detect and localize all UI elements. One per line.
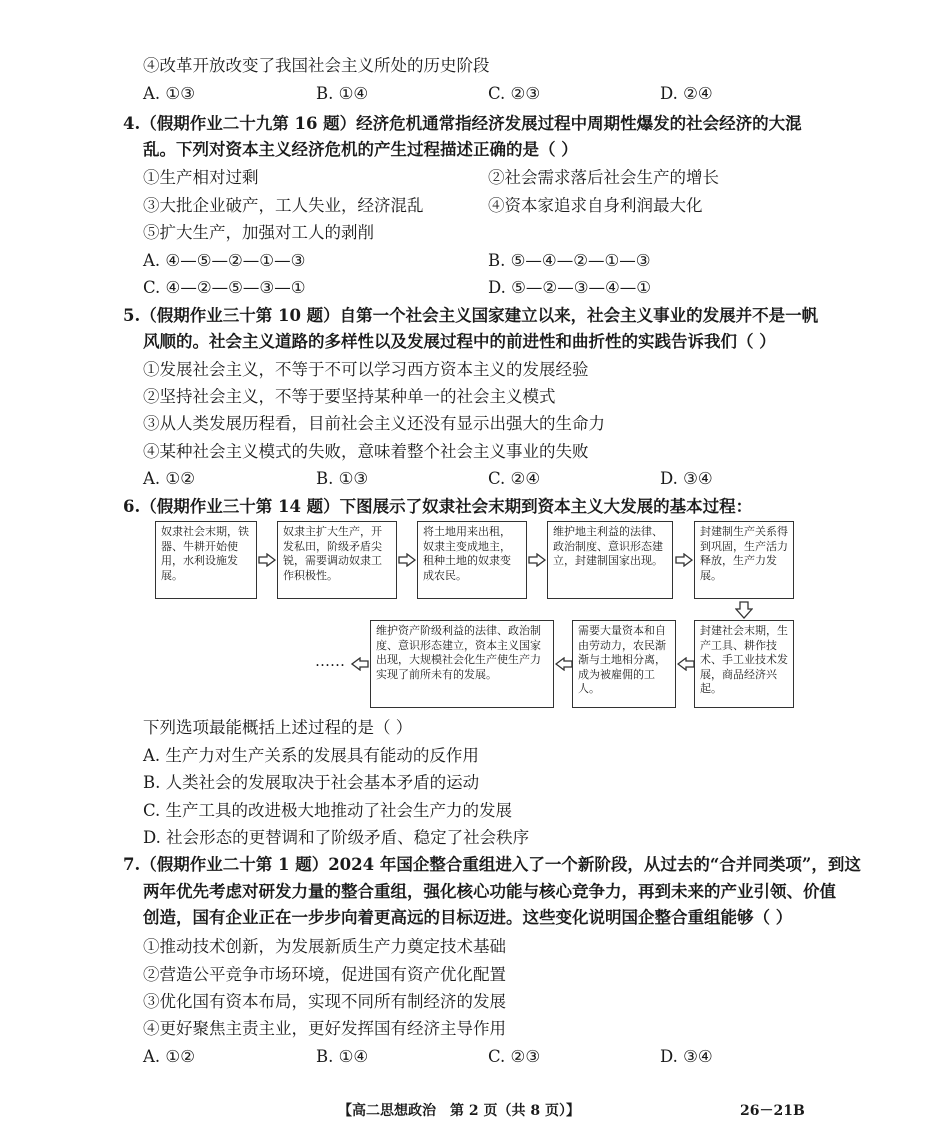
flow-box-5: 封建制生产关系得到巩固，生产活力释放，生产力发展。: [694, 521, 794, 599]
q4-item-1: ①生产相对过剩: [143, 168, 259, 187]
q5-choice-d[interactable]: D. ③④: [660, 469, 713, 488]
q5-stem-line2: 风顺的。社会主义道路的多样性以及发展过程中的前进性和曲折性的实践告诉我们（ ）: [143, 332, 776, 351]
q4-choice-d[interactable]: D. ⑤—②—③—④—①: [488, 278, 652, 297]
flow-box-4: 维护地主利益的法律、政治制度、意识形态建立，封建制国家出现。: [547, 521, 673, 599]
q4-item-5: ⑤扩大生产，加强对工人的剥削: [143, 223, 374, 242]
q7-stem-line1: 7.（假期作业二十第 1 题）2024 年国企整合重组进入了一个新阶段，从过去的“合并同类项”，到这: [123, 855, 861, 874]
q4-choice-c[interactable]: C. ④—②—⑤—③—①: [143, 278, 306, 297]
page-code: 26－21B: [740, 1103, 805, 1119]
q4-item-3: ③大批企业破产，工人失业，经济混乱: [143, 196, 424, 215]
q7-choice-b[interactable]: B. ①④: [316, 1047, 369, 1066]
prev-choice-c[interactable]: C. ②③: [488, 84, 541, 103]
flow-box-8: 维护资产阶级利益的法律、政治制度、意识形态建立，资本主义国家出现，大规模社会化生产使生产力实现了前所未有的发展。: [370, 620, 554, 708]
q6-choice-c[interactable]: C. 生产工具的改进极大地推动了社会生产力的发展: [143, 801, 513, 820]
q7-item-4: ④更好聚焦主责主业，更好发挥国有经济主导作用: [143, 1019, 506, 1038]
flow-ellipsis: ……: [315, 652, 345, 670]
q5-item-3: ③从人类发展历程看，目前社会主义还没有显示出强大的生命力: [143, 414, 605, 433]
q6-choice-a[interactable]: A. 生产力对生产关系的发展具有能动的反作用: [143, 746, 479, 765]
q5-item-1: ①发展社会主义，不等于不可以学习西方资本主义的发展经验: [143, 360, 589, 379]
q7-item-1: ①推动技术创新，为发展新质生产力奠定技术基础: [143, 937, 506, 956]
flow-box-2: 奴隶主扩大生产，开发私田，阶级矛盾尖锐，需要调动奴隶工作积极性。: [277, 521, 397, 599]
q7-stem-line2: 两年优先考虑对研发力量的整合重组，强化核心功能与核心竞争力，再到未来的产业引领、价值: [143, 882, 836, 901]
q5-item-4: ④某种社会主义模式的失败，意味着整个社会主义事业的失败: [143, 442, 589, 461]
flow-arrow-right-icon: [258, 553, 276, 567]
flow-arrow-right-icon: [398, 553, 416, 567]
page-footer: 【高二思想政治 第 2 页（共 8 页）】: [338, 1103, 580, 1119]
q7-item-3: ③优化国有资本布局，实现不同所有制经济的发展: [143, 992, 506, 1011]
q7-stem-line3: 创造，国有企业正在一步步向着更高远的目标迈进。这些变化说明国企整合重组能够（ ）: [143, 908, 793, 927]
flow-arrow-left-icon: [555, 657, 573, 671]
prev-choice-a[interactable]: A. ①③: [143, 84, 195, 103]
prev-choice-d[interactable]: D. ②④: [660, 84, 713, 103]
q4-stem-line2: 乱。下列对资本主义经济危机的产生过程描述正确的是（ ）: [143, 140, 578, 159]
prev-choice-b[interactable]: B. ①④: [316, 84, 369, 103]
flow-arrow-right-icon: [528, 553, 546, 567]
flow-arrow-down-icon: [735, 601, 753, 619]
q7-item-2: ②营造公平竞争市场环境，促进国有资产优化配置: [143, 965, 506, 984]
q7-choice-c[interactable]: C. ②③: [488, 1047, 541, 1066]
q6-stem-line1: 6.（假期作业三十第 14 题）下图展示了奴隶社会末期到资本主义大发展的基本过程：: [123, 497, 753, 516]
prev-item-4: ④改革开放改变了我国社会主义所处的历史阶段: [143, 56, 490, 75]
q4-stem-line1: 4.（假期作业二十九第 16 题）经济危机通常指经济发展过程中周期性爆发的社会经济的大混: [123, 114, 802, 133]
flow-box-7: 需要大量资本和自由劳动力，农民渐渐与土地相分离，成为被雇佣的工人。: [572, 620, 676, 708]
flow-arrow-left-icon: [677, 657, 695, 671]
q5-stem-line1: 5.（假期作业三十第 10 题）自第一个社会主义国家建立以来，社会主义事业的发展并不是一帆: [123, 306, 819, 325]
flow-box-1: 奴隶社会末期，铁器、牛耕开始使用，水利设施发展。: [155, 521, 257, 599]
flow-box-6: 封建社会末期，生产工具、耕作技术、手工业技术发展，商品经济兴起。: [694, 620, 794, 708]
q7-choice-d[interactable]: D. ③④: [660, 1047, 713, 1066]
q5-choice-c[interactable]: C. ②④: [488, 469, 541, 488]
q6-choice-d[interactable]: D. 社会形态的更替调和了阶级矛盾、稳定了社会秩序: [143, 828, 530, 847]
q4-choice-b[interactable]: B. ⑤—④—②—①—③: [488, 251, 651, 270]
q5-choice-a[interactable]: A. ①②: [143, 469, 195, 488]
flow-box-3: 将土地用来出租，奴隶主变成地主，租种土地的奴隶变成农民。: [417, 521, 527, 599]
flow-arrow-left-icon: [351, 657, 369, 671]
q5-choice-b[interactable]: B. ①③: [316, 469, 369, 488]
q4-item-2: ②社会需求落后社会生产的增长: [488, 168, 719, 187]
q4-item-4: ④资本家追求自身利润最大化: [488, 196, 703, 215]
q6-stem: 下列选项最能概括上述过程的是（ ）: [143, 718, 413, 737]
q5-item-2: ②坚持社会主义，不等于要坚持某种单一的社会主义模式: [143, 387, 556, 406]
q6-choice-b[interactable]: B. 人类社会的发展取决于社会基本矛盾的运动: [143, 773, 480, 792]
q7-choice-a[interactable]: A. ①②: [143, 1047, 195, 1066]
flow-arrow-right-icon: [675, 553, 693, 567]
q4-choice-a[interactable]: A. ④—⑤—②—①—③: [143, 251, 306, 270]
